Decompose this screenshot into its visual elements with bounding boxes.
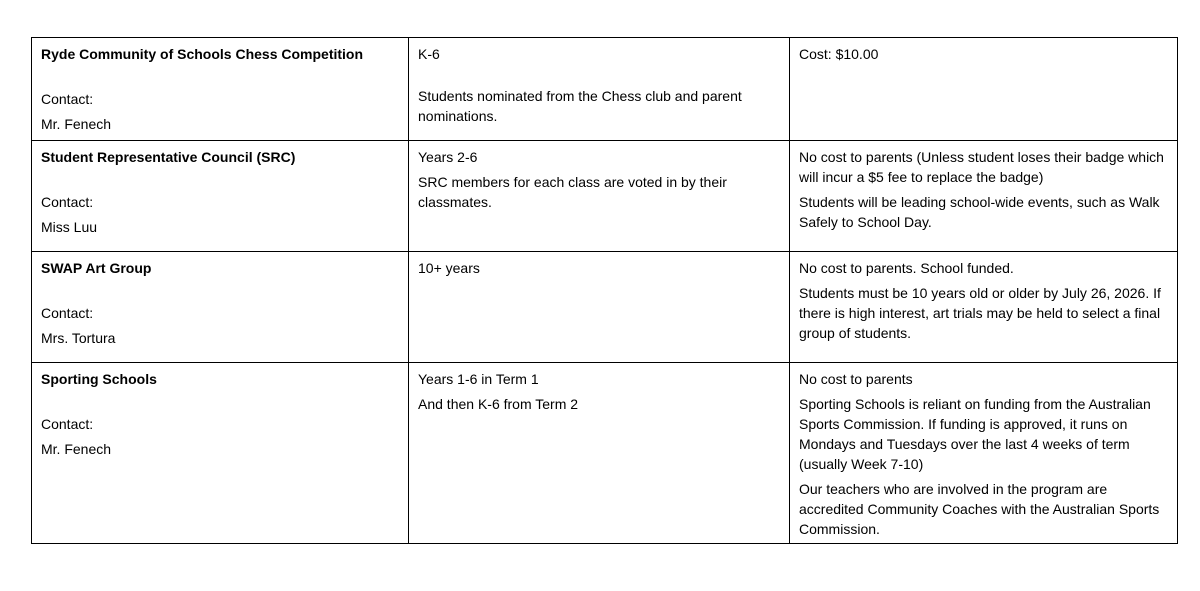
years-text: 10+ years: [418, 260, 480, 276]
years-text: Years 2-6: [418, 149, 478, 165]
contact-label: Contact:: [41, 91, 94, 107]
activity-title: Student Representative Council (SRC): [41, 149, 296, 165]
years-cell: [409, 363, 790, 544]
table-row: [32, 363, 1178, 544]
cost-cell: [790, 141, 1178, 252]
programs-table: [31, 37, 1178, 544]
activity-title: Sporting Schools: [41, 371, 157, 387]
cost-text: No cost to parents: [799, 371, 913, 387]
cost-text: Cost: $10.00: [799, 46, 879, 62]
contact-person: Mr. Fenech: [41, 441, 112, 457]
details-text: Students nominated from the Chess club and parent nominations.: [418, 88, 742, 124]
years-text: K-6: [418, 46, 440, 62]
cost-cell: [790, 363, 1178, 544]
contact-label: Contact:: [41, 416, 94, 432]
contact-label: Contact:: [41, 194, 94, 210]
activity-cell: [32, 363, 409, 544]
activity-cell: [32, 38, 409, 141]
note-text: Students must be 10 years old or older by July 26, 2026. If there is high interest, art trials may be held to select a final group of students.: [799, 285, 1161, 341]
activity-cell: [32, 141, 409, 252]
years-cell: [409, 141, 790, 252]
cost-cell: [790, 38, 1178, 141]
cost-text: No cost to parents. School funded.: [799, 260, 1014, 276]
contact-person: Mr. Fenech: [41, 116, 112, 132]
cost-cell: [790, 252, 1178, 363]
note-text: Our teachers who are involved in the program are accredited Community Coaches with the Australian Sports Commission.: [799, 481, 1160, 537]
table-row: [32, 141, 1178, 252]
details-text: SRC members for each class are voted in by their classmates.: [418, 174, 727, 210]
note-text: Sporting Schools is reliant on funding from the Australian Sports Commission. If funding is approved, it runs on Mondays and Tuesdays over the last 4 weeks of term (usually Week 7-10): [799, 396, 1151, 472]
activity-title: Ryde Community of Schools Chess Competition: [41, 46, 364, 62]
years-cell: [409, 38, 790, 141]
activity-cell: [32, 252, 409, 363]
table-row: [32, 38, 1178, 141]
cost-text: No cost to parents (Unless student loses their badge which will incur a $5 fee to replace the badge): [799, 149, 1164, 185]
table-row: [32, 252, 1178, 363]
years-cell: [409, 252, 790, 363]
contact-person: Miss Luu: [41, 219, 98, 235]
contact-label: Contact:: [41, 305, 94, 321]
years-text: Years 1-6 in Term 1: [418, 371, 539, 387]
note-text: Students will be leading school-wide events, such as Walk Safely to School Day.: [799, 194, 1160, 230]
activity-title: SWAP Art Group: [41, 260, 152, 276]
contact-person: Mrs. Tortura: [41, 330, 116, 346]
years-extra-text: And then K-6 from Term 2: [418, 396, 579, 412]
